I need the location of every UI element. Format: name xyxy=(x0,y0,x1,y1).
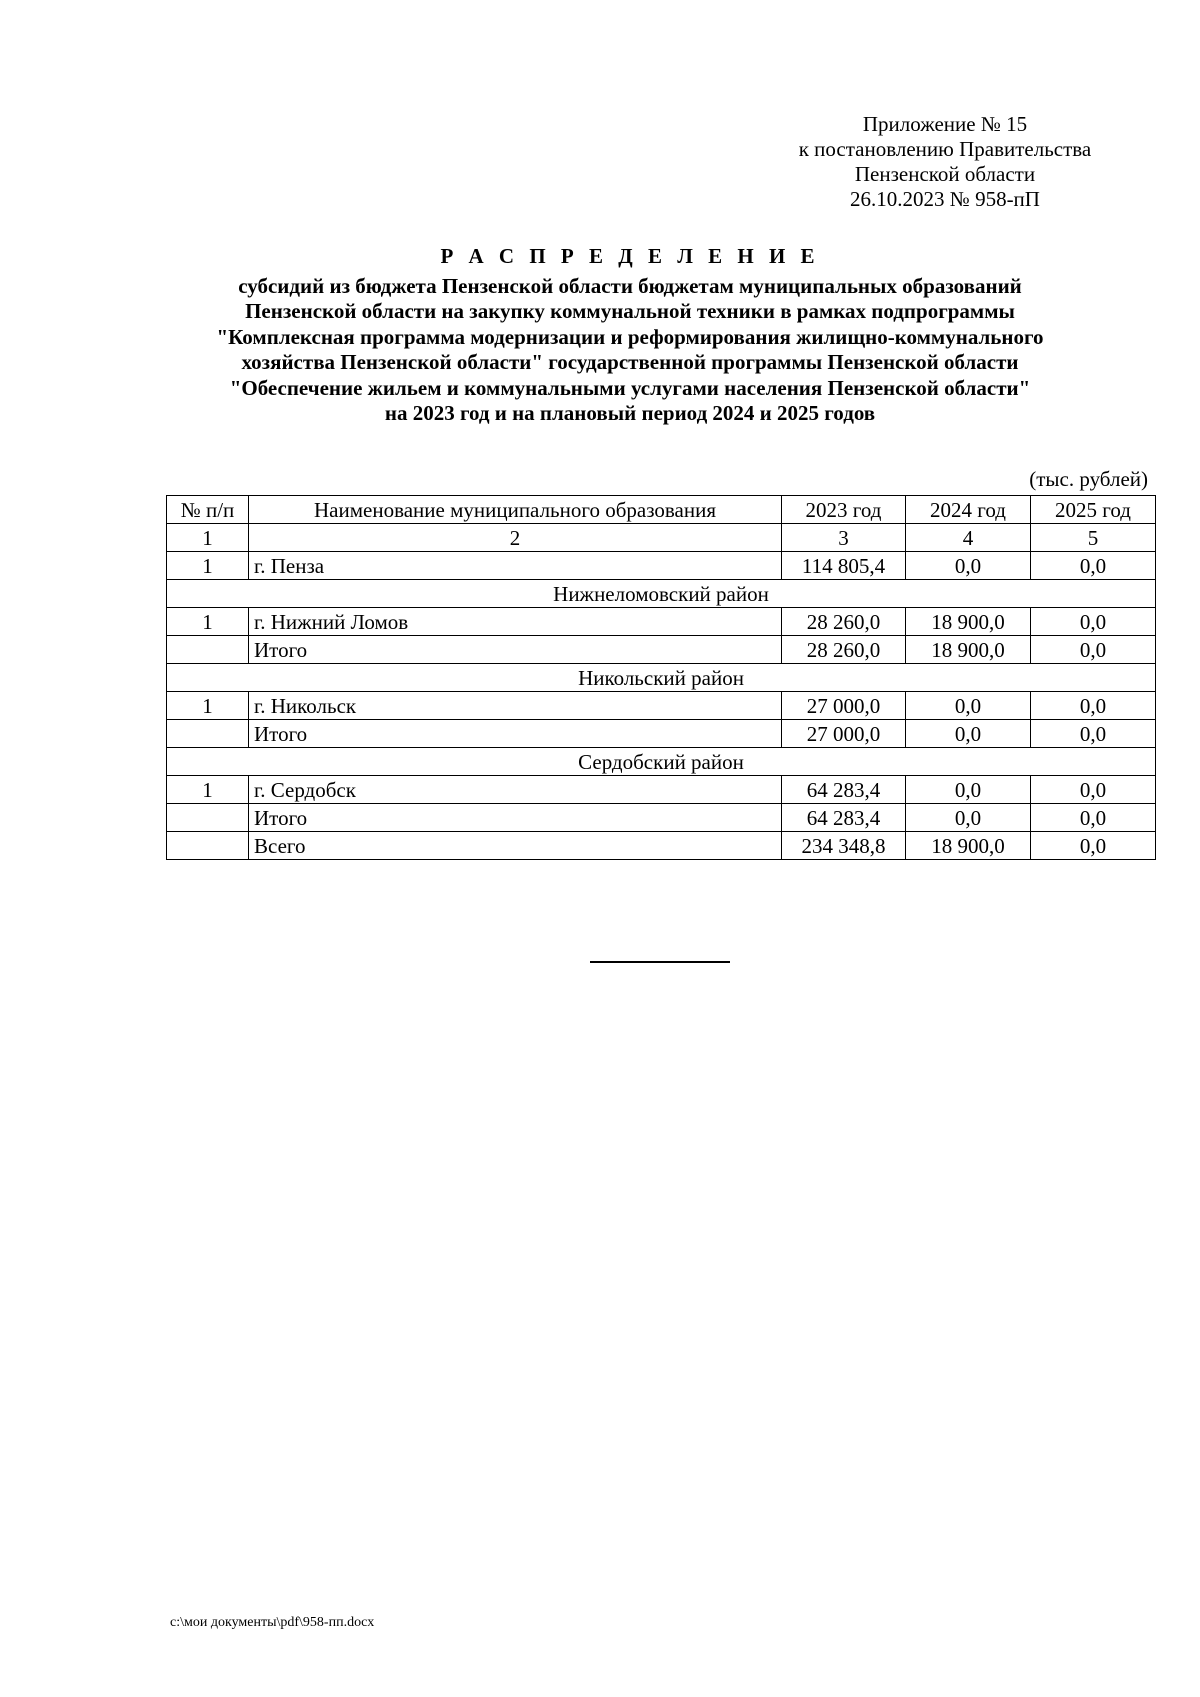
cell-name: г. Никольск xyxy=(249,692,782,720)
title-line: Пензенской области на закупку коммунальной техники в рамках подпрограммы xyxy=(245,299,1015,323)
cell-name: Итого xyxy=(249,720,782,748)
cell-num: 1 xyxy=(167,552,249,580)
table-row xyxy=(167,692,1156,720)
table-row xyxy=(167,720,1156,748)
col-number: 1 xyxy=(167,524,249,552)
table-row xyxy=(167,552,1156,580)
cell-2025: 0,0 xyxy=(1031,692,1156,720)
group-row xyxy=(167,664,1156,692)
cell-num xyxy=(167,832,249,860)
cell-num xyxy=(167,720,249,748)
cell-2024: 18 900,0 xyxy=(906,832,1031,860)
cell-2025: 0,0 xyxy=(1031,776,1156,804)
title-heading: Р А С П Р Е Д Е Л Е Н И Е xyxy=(440,244,820,268)
group-row xyxy=(167,580,1156,608)
cell-2024: 18 900,0 xyxy=(906,608,1031,636)
title-line: хозяйства Пензенской области" государственной программы Пензенской области xyxy=(241,350,1019,374)
title-line: на 2023 год и на плановый период 2024 и 2025 годов xyxy=(384,401,876,425)
document-title xyxy=(130,244,1130,427)
table-row xyxy=(167,804,1156,832)
cell-2025: 0,0 xyxy=(1031,832,1156,860)
footer-file-path: c:\мои документы\pdf\958-пп.docx xyxy=(170,1615,375,1630)
appendix-header xyxy=(760,112,1130,212)
cell-2025: 0,0 xyxy=(1031,720,1156,748)
table-total-row xyxy=(167,832,1156,860)
cell-name: г. Пенза xyxy=(249,552,782,580)
column-numbers-row xyxy=(167,524,1156,552)
header-2024: 2024 год xyxy=(906,496,1031,524)
cell-2024: 0,0 xyxy=(906,552,1031,580)
col-number: 2 xyxy=(249,524,782,552)
cell-num xyxy=(167,804,249,832)
cell-name: Всего xyxy=(249,832,782,860)
table-row xyxy=(167,636,1156,664)
header-2023: 2023 год xyxy=(782,496,906,524)
cell-2024: 0,0 xyxy=(906,720,1031,748)
cell-2023: 114 805,4 xyxy=(782,552,906,580)
appendix-number: Приложение № 15 xyxy=(862,112,1028,136)
cell-name: г. Сердобск xyxy=(249,776,782,804)
cell-2023: 28 260,0 xyxy=(782,608,906,636)
cell-num xyxy=(167,636,249,664)
group-name: Никольский район xyxy=(167,664,1156,692)
units-label: (тыс. рублей) xyxy=(1029,467,1148,491)
cell-2024: 0,0 xyxy=(906,804,1031,832)
cell-2023: 28 260,0 xyxy=(782,636,906,664)
group-row xyxy=(167,748,1156,776)
table-row xyxy=(167,776,1156,804)
cell-name: Итого xyxy=(249,804,782,832)
cell-num: 1 xyxy=(167,608,249,636)
appendix-reference: к постановлению Правительства xyxy=(798,137,1092,161)
appendix-date-number: 26.10.2023 № 958-пП xyxy=(850,187,1040,211)
header-num: № п/п xyxy=(167,496,249,524)
col-number: 5 xyxy=(1031,524,1156,552)
cell-2024: 0,0 xyxy=(906,776,1031,804)
title-line: "Комплексная программа модернизации и реформирования жилищно-коммунального xyxy=(216,324,1044,349)
distribution-table xyxy=(166,495,1156,860)
end-divider xyxy=(590,961,730,963)
cell-2023: 27 000,0 xyxy=(782,720,906,748)
cell-num: 1 xyxy=(167,776,249,804)
col-number: 3 xyxy=(782,524,906,552)
cell-2023: 64 283,4 xyxy=(782,776,906,804)
title-line: "Обеспечение жильем и коммунальными услугами населения Пензенской области" xyxy=(229,375,1031,400)
appendix-region: Пензенской области xyxy=(854,162,1036,186)
header-name: Наименование муниципального образования xyxy=(249,496,782,524)
cell-2025: 0,0 xyxy=(1031,552,1156,580)
cell-name: Итого xyxy=(249,636,782,664)
table-header-row xyxy=(167,496,1156,524)
cell-2023: 27 000,0 xyxy=(782,692,906,720)
title-line: субсидий из бюджета Пензенской области бюджетам муниципальных образований xyxy=(238,273,1022,298)
cell-2025: 0,0 xyxy=(1031,804,1156,832)
cell-2025: 0,0 xyxy=(1031,608,1156,636)
group-name: Нижнеломовский район xyxy=(167,580,1156,608)
cell-2024: 18 900,0 xyxy=(906,636,1031,664)
header-2025: 2025 год xyxy=(1031,496,1156,524)
cell-num: 1 xyxy=(167,692,249,720)
cell-2023: 64 283,4 xyxy=(782,804,906,832)
table-row xyxy=(167,608,1156,636)
cell-2023: 234 348,8 xyxy=(782,832,906,860)
group-name: Сердобский район xyxy=(167,748,1156,776)
cell-2024: 0,0 xyxy=(906,692,1031,720)
cell-name: г. Нижний Ломов xyxy=(249,608,782,636)
cell-2025: 0,0 xyxy=(1031,636,1156,664)
col-number: 4 xyxy=(906,524,1031,552)
